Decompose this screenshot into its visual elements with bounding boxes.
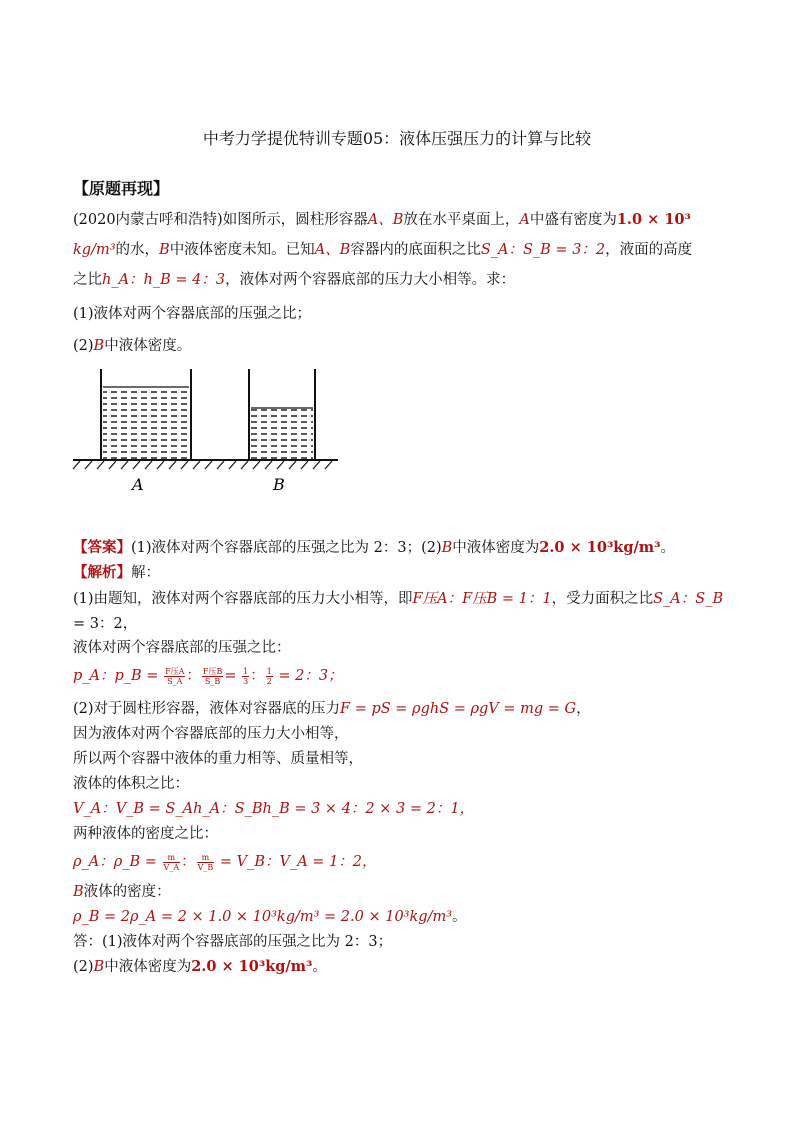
problem-line-2: kg/m³的水，B中液体密度未知。已知A、B容器内的底面积之比S_A：S_B = 3：2，液面的高度 [73,242,693,258]
analysis-line-15: (2)B中液体密度为2.0 × 10³kg/m³。 [73,958,327,975]
question-2: (2)B中液体密度。 [73,338,192,354]
table-hatch [109,461,116,469]
analysis-line-2: = 3：2， [73,616,138,632]
table-hatch [301,461,308,469]
table-hatch [133,461,140,469]
analysis-line-6: 因为液体对两个容器底部的压力大小相等， [73,726,349,742]
analysis-line-3: 液体对两个容器底部的压强之比： [73,640,291,656]
table-hatch [169,461,176,469]
table-hatch [181,461,188,469]
problem-line-3: 之比h_A：h_B = 4：3，液体对两个容器底部的压力大小相等。求： [73,272,516,288]
table-hatch [145,461,152,469]
page-title: 中考力学提优特训专题05：液体压强压力的计算与比较 [202,129,592,148]
analysis-line-8: 液体的体积之比： [73,776,189,792]
label-b: B [273,475,285,494]
problem-line-1: (2020内蒙古呼和浩特)如图所示，圆柱形容器A、B放在水平桌面上，A中盛有密度为1.0 × 10³ [73,211,691,228]
table-hatch [289,461,296,469]
table-hatch [193,461,200,469]
analysis-line-12: B液体的密度： [73,884,171,900]
question-1: (1)液体对两个容器底部的压强之比； [73,306,312,322]
table-hatch [277,461,284,469]
analysis-line-11: ρ_A：ρ_B = $\frac{m}{V\_A}$ ： $\frac{m}{V\_B}$ = V_B：V_A = 1：2， [73,852,377,872]
analysis-line-5: (2)对于圆柱形容器，液体对容器底的压力F = pS = ρghS = ρgV = mg = G， [73,701,591,717]
analysis-heading: 【解析】解： [73,564,160,581]
table-hatch [157,461,164,469]
table-hatch [325,461,332,469]
label-a: A [132,475,144,494]
table-hatch [205,461,212,469]
table-hatch [85,461,92,469]
table-hatch [265,461,272,469]
table-hatch [121,461,128,469]
analysis-line-13: ρ_B = 2ρ_A = 2 × 1.0 × 10³kg/m³ = 2.0 × 10³kg/m³。 [73,909,467,925]
table-surface [73,460,338,469]
table-hatch [253,461,260,469]
analysis-line-7: 所以两个容器中液体的重力相等、质量相等， [73,751,363,767]
analysis-line-10: 两种液体的密度之比： [73,826,218,842]
container-a [101,369,191,460]
table-hatch [217,461,224,469]
analysis-line-14: 答：(1)液体对两个容器底部的压强之比为 2：3； [73,934,393,950]
table-hatch [241,461,248,469]
container-b [249,369,315,460]
analysis-line-9: V_A：V_B = S_Ah_A：S_Bh_B = 3 × 4：2 × 3 = 2：1， [73,801,475,817]
analysis-line-1: (1)由题知，液体对两个容器底部的压力大小相等，即F压A：F压B = 1：1，受力面积之比S_A：S_B [73,591,724,607]
table-hatch [97,461,104,469]
analysis-line-4: p_A：p_B = $\frac{\text{F压A}}{S\_A}$ ： $\frac{\text{F压B}}{S\_B}$ = $\frac{1}{3}$ ： $\frac{1}{2}$ = 2：3； [73,666,343,686]
table-hatch [313,461,320,469]
table-hatch [73,461,80,469]
answer-line: 【答案】(1)液体对两个容器底部的压强之比为 2：3；(2)B中液体密度为2.0 × 10³kg/m³。 [73,539,675,556]
table-hatch [229,461,236,469]
section-heading: 【原题再现】 [73,179,170,198]
containers-figure [70,365,345,500]
